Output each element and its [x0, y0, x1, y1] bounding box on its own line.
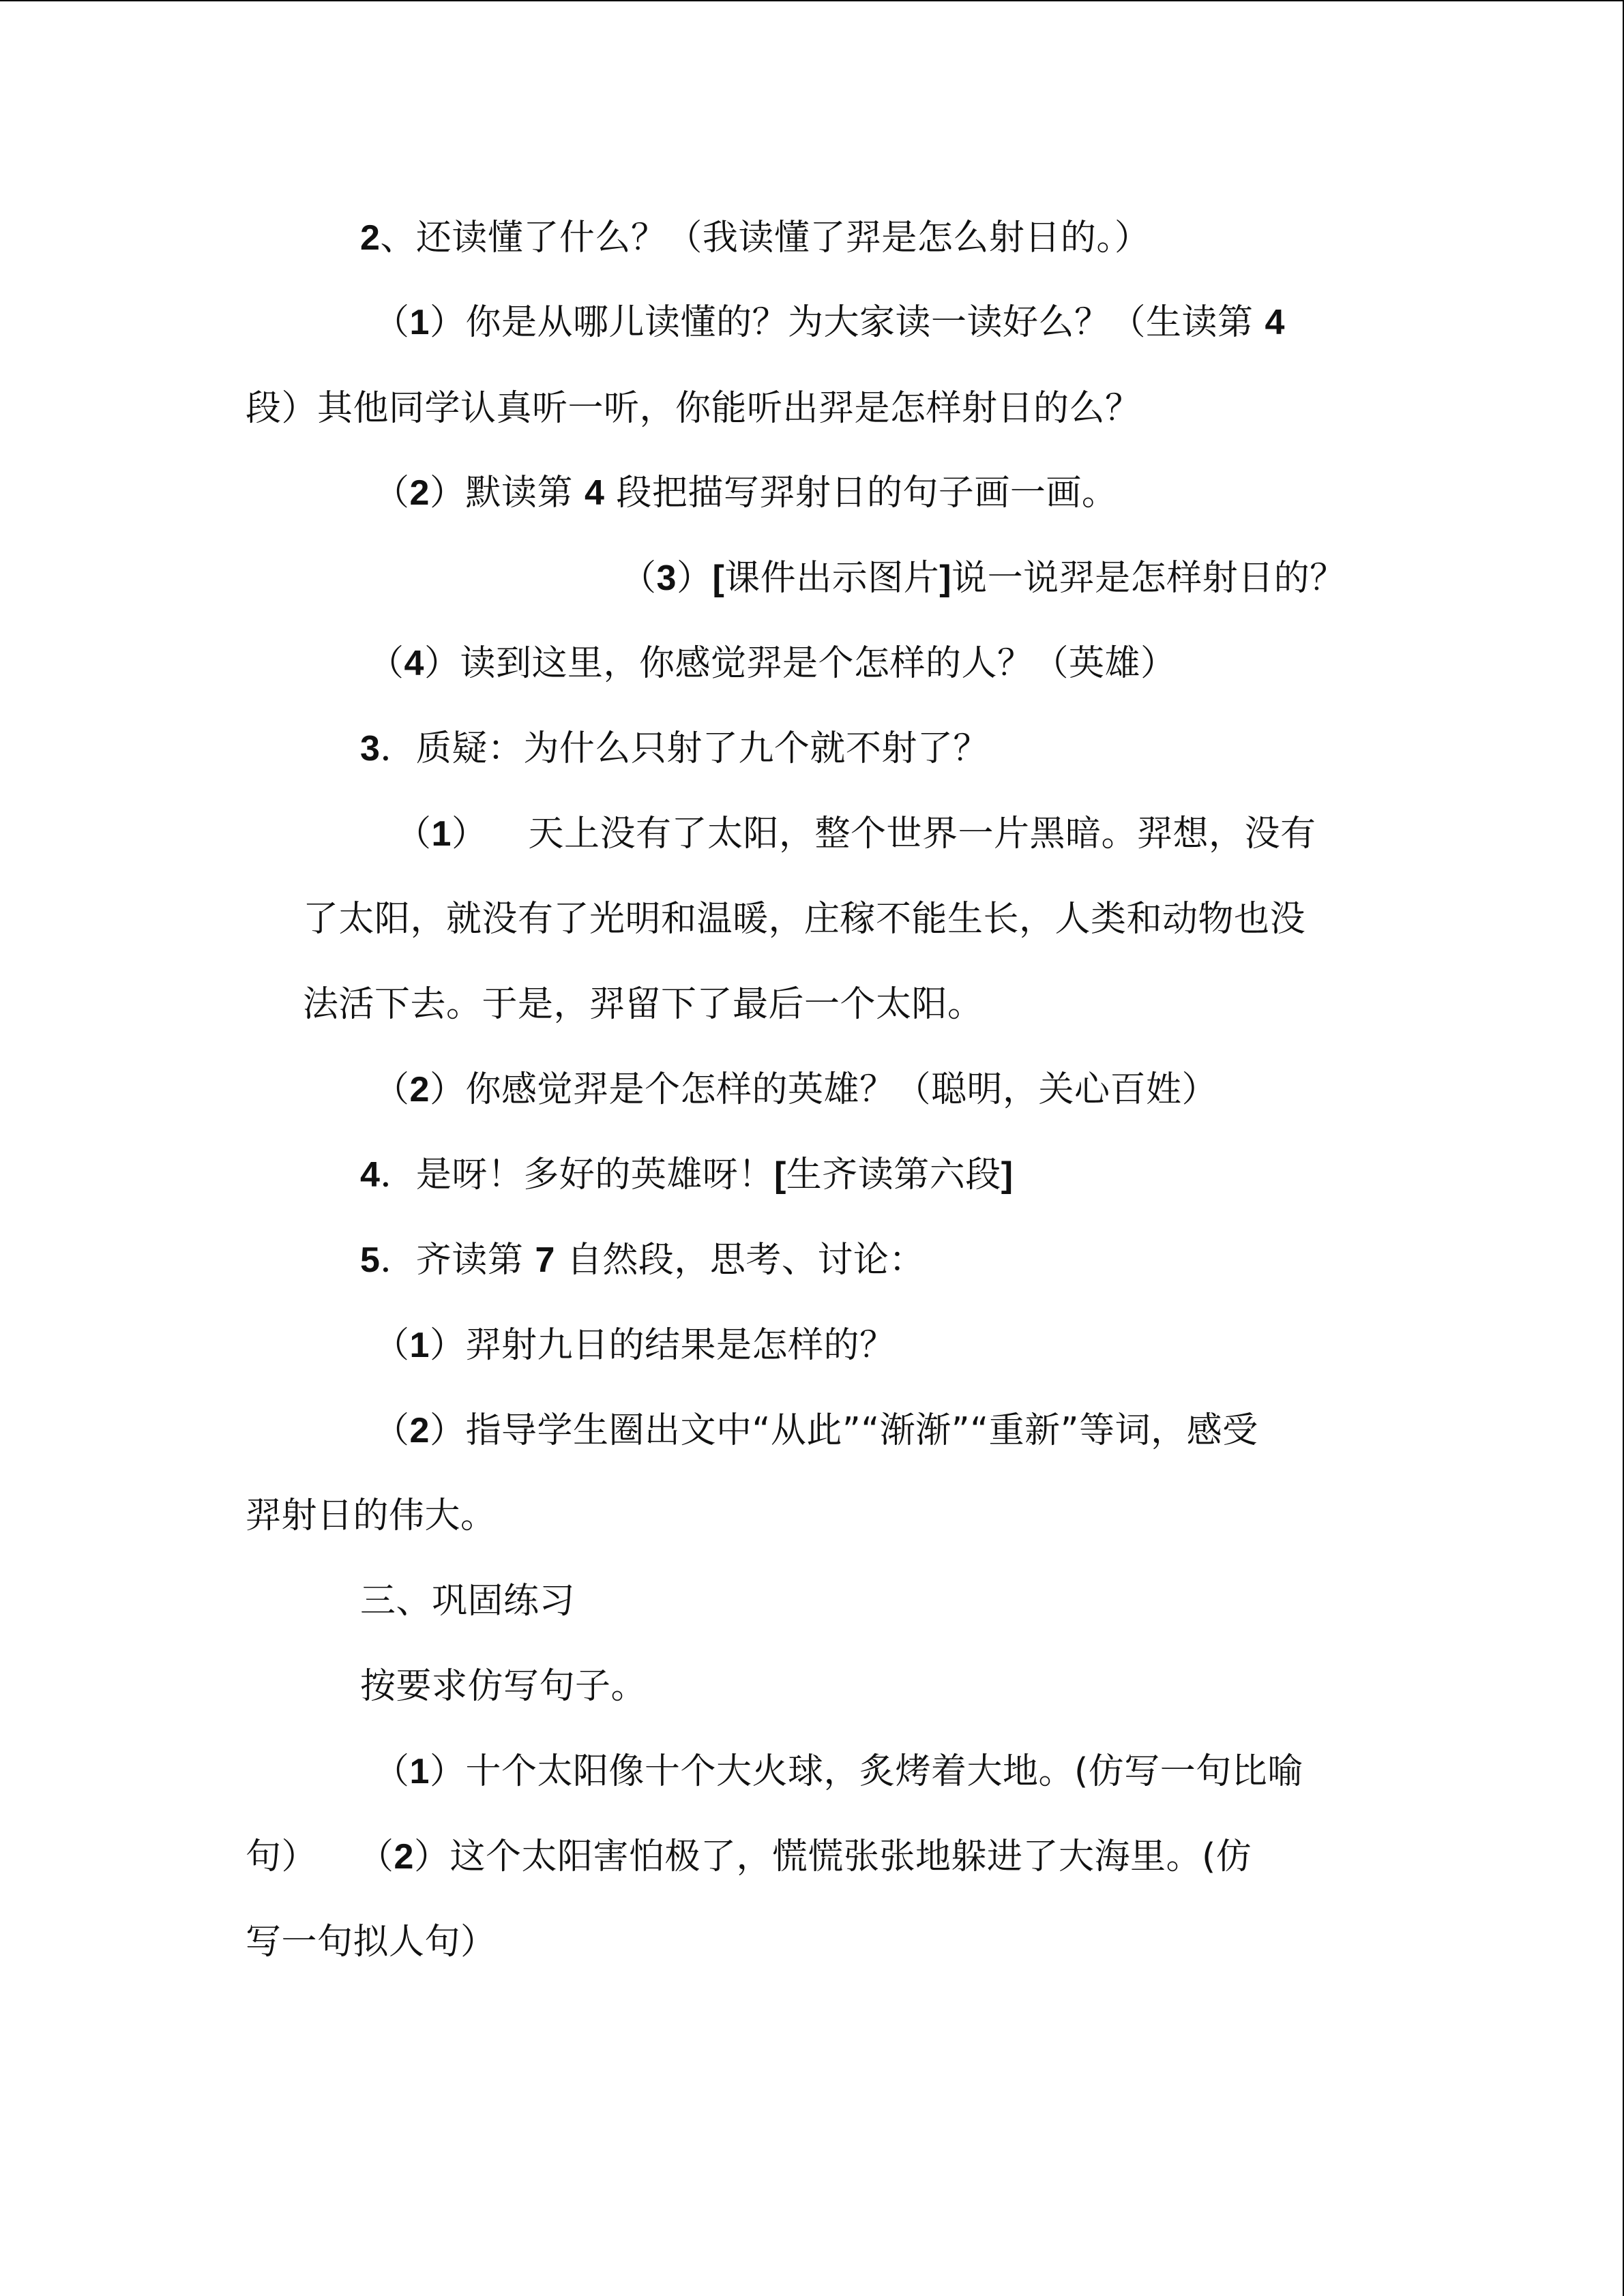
text-segment: 课件出示图片	[724, 558, 940, 599]
text-segment: 三、巩固练习	[360, 1581, 576, 1622]
text-number: 2	[360, 218, 381, 258]
text-segment: ）读到这里，你感觉羿是个怎样的人？（英雄）	[424, 643, 1177, 684]
text-segment: ）	[451, 814, 488, 854]
text-number: 2	[409, 473, 430, 513]
text-line	[374, 1750, 1303, 1793]
text-segment: （	[374, 473, 410, 513]
text-number: 4	[584, 473, 605, 513]
text-line	[246, 387, 1141, 430]
text-segment: 法活下去。于是，羿留下了最后一个太阳。	[303, 984, 984, 1025]
text-segment: 句）	[246, 1836, 318, 1877]
text-line	[360, 1238, 925, 1282]
text-line	[303, 983, 984, 1026]
text-segment: （	[374, 1751, 410, 1792]
text-segment: ．是呀！多好的英雄呀！	[380, 1154, 774, 1195]
text-line	[360, 216, 1150, 260]
text-line	[374, 301, 1285, 344]
text-line	[368, 642, 1176, 685]
text-number: 5	[360, 1240, 381, 1280]
text-segment: （	[368, 643, 404, 684]
text-segment: ）你是从哪儿读懂的？为大家读一读好么？（生读第	[429, 302, 1265, 343]
text-segment: ）	[676, 558, 713, 599]
text-segment: 了太阳，就没有了光明和温暖，庄稼不能生长，人类和动物也没	[303, 899, 1306, 940]
text-segment: ．质疑：为什么只射了九个就不射了？	[380, 728, 989, 769]
text-segment: ）默读第	[429, 473, 585, 513]
text-segment: 说一说羿是怎样射日的？	[951, 558, 1346, 599]
text-segment: 写一句拟人句）	[246, 1922, 497, 1963]
text-segment: （	[374, 1410, 410, 1451]
text-line	[396, 812, 1316, 856]
text-number: 4	[404, 644, 424, 683]
text-segment: 段把描写羿射日的句子画一画。	[604, 473, 1118, 513]
text-number: 1	[409, 1752, 430, 1791]
text-number: [	[773, 1155, 786, 1195]
text-line	[374, 1324, 895, 1367]
text-line	[246, 1494, 497, 1538]
text-number: 2	[409, 1411, 430, 1450]
text-number: 1	[409, 1326, 430, 1365]
text-number: ]	[1001, 1155, 1014, 1195]
text-segment: ）指导学生圈出文中“从此”“渐渐”“重新”等词，感受	[429, 1410, 1258, 1451]
text-number: [	[712, 558, 725, 598]
text-segment: ）十个太阳像十个大火球，炙烤着大地。(仿写一句比喻	[429, 1751, 1303, 1792]
text-number: 3	[360, 729, 381, 769]
text-line	[374, 1409, 1258, 1452]
text-segment: （	[358, 1836, 394, 1877]
text-number: ]	[939, 558, 952, 598]
text-number: 1	[431, 814, 452, 854]
text-line	[621, 556, 1346, 600]
text-segment: （	[374, 1325, 410, 1366]
text-segment: 天上没有了太阳，整个世界一片黑暗。羿想，没有	[528, 814, 1316, 854]
text-segment: （	[396, 814, 432, 854]
text-number: 3	[656, 558, 677, 598]
text-line	[360, 1153, 1014, 1197]
text-segment: 羿射日的伟大。	[246, 1495, 497, 1536]
text-number: 2	[409, 1070, 430, 1109]
text-line	[246, 1920, 497, 1964]
text-line	[374, 471, 1117, 515]
text-segment: （	[621, 558, 657, 599]
text-segment: ．齐读第	[380, 1240, 535, 1281]
text-segment: 、还读懂了什么？（我读懂了羿是怎么射日的。）	[380, 218, 1151, 258]
text-segment: （	[374, 302, 410, 343]
text-segment: ）羿射九日的结果是怎样的？	[429, 1325, 896, 1366]
text-segment: ）你感觉羿是个怎样的英雄？（聪明，关心百姓）	[429, 1069, 1217, 1110]
text-line	[360, 1665, 647, 1708]
text-line	[374, 1068, 1217, 1112]
top-border	[0, 0, 1624, 1]
text-segment: 段）其他同学认真听一听，你能听出羿是怎样射日的么？	[246, 388, 1141, 429]
text-line	[246, 1835, 1252, 1879]
text-segment: ）这个太阳害怕极了，慌慌张张地躲进了大海里。(仿	[413, 1836, 1252, 1877]
text-segment: 自然段，思考、讨论：	[555, 1240, 925, 1281]
text-number: 1	[409, 303, 430, 342]
text-segment: 按要求仿写句子。	[360, 1666, 647, 1707]
text-number: 4	[1265, 303, 1285, 342]
text-number: 7	[535, 1240, 555, 1280]
text-line	[303, 897, 1305, 941]
text-segment: 生齐读第六段	[786, 1154, 1001, 1195]
text-number: 4	[360, 1155, 381, 1195]
text-segment: （	[374, 1069, 410, 1110]
text-line	[360, 727, 989, 771]
text-line	[360, 1579, 575, 1623]
text-number: 2	[394, 1837, 414, 1877]
